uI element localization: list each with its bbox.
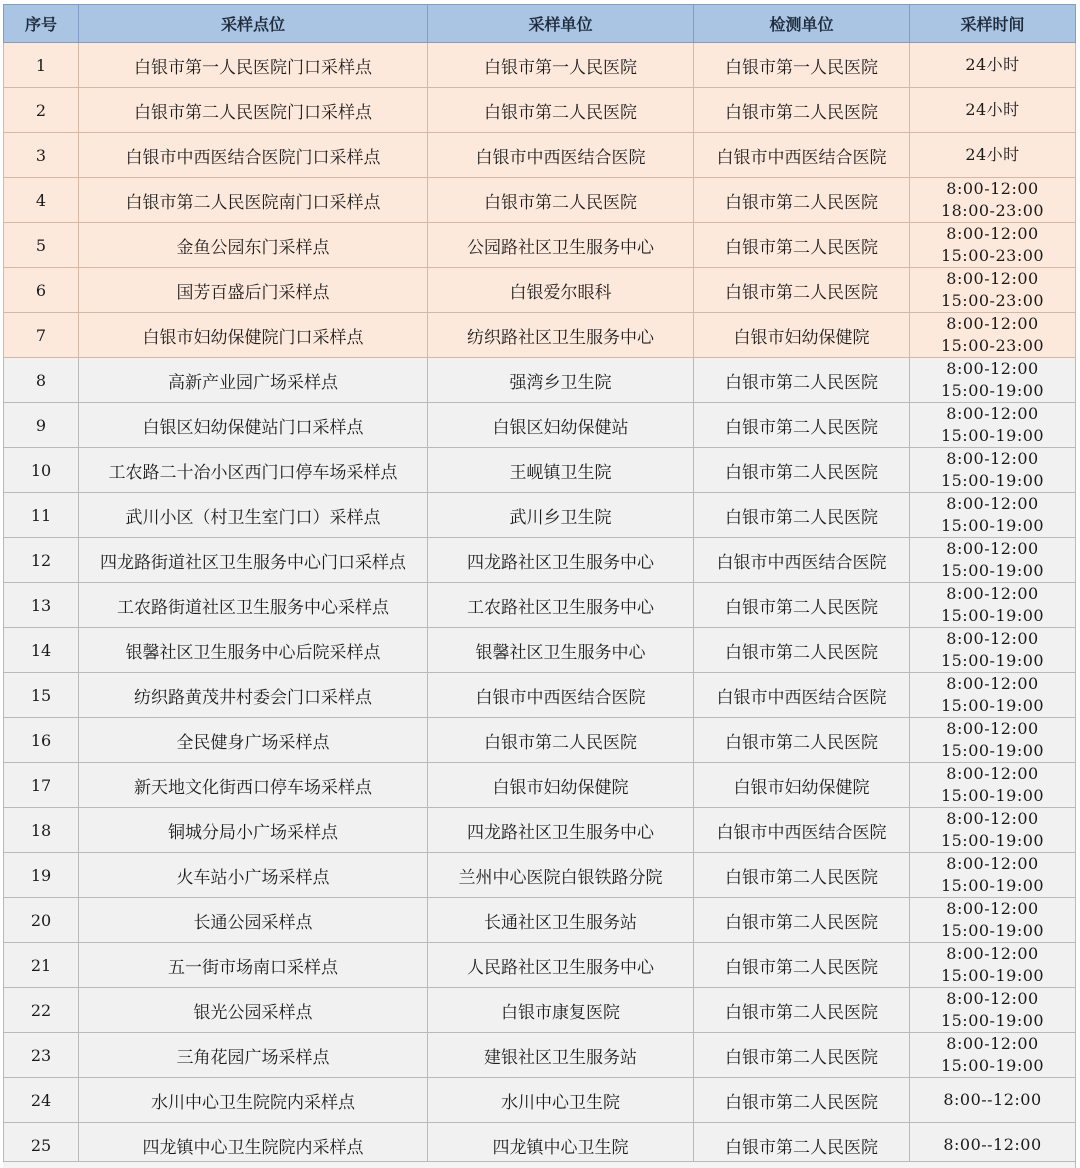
cell-site: 新天地文化街西口停车场采样点 [79,763,428,808]
time-line-1: 8:00--12:00 [943,1135,1042,1154]
time-line-2: 15:00-19:00 [940,561,1045,580]
cell-sampling-unit: 白银市第二人民医院 [428,718,694,763]
cell-sampling-unit: 公园路社区卫生服务中心 [428,223,694,268]
cell-site: 铜城分局小广场采样点 [79,808,428,853]
cell-site: 火车站小广场采样点 [79,853,428,898]
cell-site: 白银市妇幼保健院门口采样点 [79,313,428,358]
table-row [4,43,1076,88]
time-line-1: 8:00-12:00 [946,1034,1039,1053]
cell-index: 3 [4,133,79,178]
cell-testing-unit: 白银市第二人民医院 [694,988,910,1033]
cell-site: 五一街市场南口采样点 [79,943,428,988]
cell-sampling-time [910,853,1076,898]
cell-site: 白银市第二人民医院门口采样点 [79,88,428,133]
cell-site: 武川小区（村卫生室门口）采样点 [79,493,428,538]
cell-index: 16 [4,718,79,763]
cell-site: 长通公园采样点 [79,898,428,943]
table-row [4,1078,1076,1123]
time-line-1: 8:00-12:00 [946,224,1039,243]
cell-index: 20 [4,898,79,943]
cell-testing-unit: 白银市第二人民医院 [694,178,910,223]
time-line-2: 15:00-19:00 [940,921,1045,940]
cell-sampling-time [910,88,1076,133]
time-line-1: 8:00-12:00 [946,494,1039,513]
cell-site: 全民健身广场采样点 [79,718,428,763]
cell-sampling-unit: 长通社区卫生服务站 [428,898,694,943]
table-row [4,763,1076,808]
time-line-2: 15:00-19:00 [940,741,1045,760]
time-line-1: 24小时 [965,55,1020,74]
cell-sampling-time [910,133,1076,178]
cell-testing-unit: 白银市妇幼保健院 [694,313,910,358]
header-sampling-unit: 采样单位 [428,5,694,43]
header-site: 采样点位 [79,5,428,43]
cell-sampling-time [910,808,1076,853]
cell-sampling-unit: 四龙路社区卫生服务中心 [428,538,694,583]
cell-index: 22 [4,988,79,1033]
table-row [4,583,1076,628]
time-line-2: 15:00-19:00 [940,516,1045,535]
cell-index: 1 [4,43,79,88]
cell-testing-unit: 白银市中西医结合医院 [694,538,910,583]
table-row [4,313,1076,358]
table-row [4,88,1076,133]
cell-sampling-time [910,358,1076,403]
cell-sampling-unit: 白银市第二人民医院 [428,178,694,223]
table-row [4,223,1076,268]
table-row [4,943,1076,988]
cell-sampling-unit: 工农路社区卫生服务中心 [428,583,694,628]
cell-testing-unit: 白银市第二人民医院 [694,1078,910,1123]
cell-index: 4 [4,178,79,223]
cell-sampling-time [910,178,1076,223]
cell-sampling-unit: 白银市第二人民医院 [428,88,694,133]
table-row [4,358,1076,403]
time-line-2: 15:00-19:00 [940,606,1045,625]
time-line-1: 8:00-12:00 [946,764,1039,783]
cell-site: 白银市第一人民医院门口采样点 [79,43,428,88]
table-row [4,718,1076,763]
cell-sampling-unit: 白银市中西医结合医院 [428,673,694,718]
table-row [4,178,1076,223]
cell-sampling-time [910,943,1076,988]
time-line-1: 8:00-12:00 [946,809,1039,828]
cell-sampling-unit: 白银市第一人民医院 [428,43,694,88]
time-line-1: 8:00-12:00 [946,269,1039,288]
time-line-1: 8:00-12:00 [946,539,1039,558]
cell-testing-unit: 白银市第二人民医院 [694,358,910,403]
cell-sampling-time [910,628,1076,673]
cell-sampling-unit: 王岘镇卫生院 [428,448,694,493]
time-line-1: 8:00-12:00 [946,314,1039,333]
header-index: 序号 [4,5,79,43]
cell-sampling-unit: 强湾乡卫生院 [428,358,694,403]
time-line-1: 8:00-12:00 [946,719,1039,738]
cell-index: 24 [4,1078,79,1123]
cell-sampling-time [910,988,1076,1033]
cell-sampling-time [910,223,1076,268]
header-sampling-time: 采样时间 [910,5,1076,43]
time-line-2: 15:00-23:00 [940,291,1045,310]
cell-index: 9 [4,403,79,448]
time-line-2: 15:00-19:00 [940,1056,1045,1075]
table-row [4,853,1076,898]
cell-index: 11 [4,493,79,538]
time-line-1: 8:00-12:00 [946,584,1039,603]
cell-site: 国芳百盛后门采样点 [79,268,428,313]
table-row [4,898,1076,943]
table-row [4,133,1076,178]
cell-testing-unit: 白银市第二人民医院 [694,88,910,133]
cell-index: 18 [4,808,79,853]
cell-site: 金鱼公园东门采样点 [79,223,428,268]
cell-sampling-unit: 武川乡卫生院 [428,493,694,538]
cell-index: 17 [4,763,79,808]
cell-site: 四龙镇中心卫生院院内采样点 [79,1123,428,1168]
cell-site: 工农路街道社区卫生服务中心采样点 [79,583,428,628]
time-line-1: 8:00-12:00 [946,854,1039,873]
cell-index: 13 [4,583,79,628]
cell-sampling-unit: 白银区妇幼保健站 [428,403,694,448]
cell-index: 8 [4,358,79,403]
cell-testing-unit: 白银市第二人民医院 [694,898,910,943]
table-row [4,268,1076,313]
table-row [4,808,1076,853]
time-line-1: 8:00-12:00 [946,449,1039,468]
table-row [4,493,1076,538]
cell-sampling-unit: 纺织路社区卫生服务中心 [428,313,694,358]
cell-index: 7 [4,313,79,358]
cell-sampling-time [910,43,1076,88]
time-line-1: 8:00-12:00 [946,359,1039,378]
cell-testing-unit: 白银市第二人民医院 [694,493,910,538]
cell-site: 白银市第二人民医院南门口采样点 [79,178,428,223]
cell-testing-unit: 白银市中西医结合医院 [694,808,910,853]
time-line-2: 15:00-19:00 [940,876,1045,895]
cell-sampling-unit: 白银爱尔眼科 [428,268,694,313]
cell-testing-unit: 白银市第二人民医院 [694,583,910,628]
time-line-1: 8:00-12:00 [946,944,1039,963]
cell-testing-unit: 白银市中西医结合医院 [694,673,910,718]
table-row [4,988,1076,1033]
time-line-1: 8:00-12:00 [946,674,1039,693]
cell-index: 21 [4,943,79,988]
cell-sampling-time [910,493,1076,538]
cell-testing-unit: 白银市第二人民医院 [694,718,910,763]
cell-testing-unit: 白银市中西医结合医院 [694,133,910,178]
table-row [4,448,1076,493]
table-row [4,538,1076,583]
cell-site: 水川中心卫生院院内采样点 [79,1078,428,1123]
cell-sampling-unit: 水川中心卫生院 [428,1078,694,1123]
cell-testing-unit: 白银市妇幼保健院 [694,763,910,808]
cell-site: 纺织路黄茂井村委会门口采样点 [79,673,428,718]
time-line-2: 15:00-19:00 [940,831,1045,850]
cell-site: 高新产业园广场采样点 [79,358,428,403]
table-body [4,43,1076,1168]
cell-index: 12 [4,538,79,583]
cell-site: 三角花园广场采样点 [79,1033,428,1078]
cell-testing-unit: 白银市第二人民医院 [694,268,910,313]
cell-testing-unit: 白银市第二人民医院 [694,223,910,268]
time-line-2: 15:00-19:00 [940,471,1045,490]
cell-sampling-time [910,403,1076,448]
time-line-1: 24小时 [965,145,1020,164]
cell-sampling-time [910,448,1076,493]
time-line-2: 15:00-19:00 [940,426,1045,445]
time-line-2: 15:00-19:00 [940,1011,1045,1030]
time-line-2: 15:00-19:00 [940,966,1045,985]
cell-testing-unit: 白银市第二人民医院 [694,628,910,673]
cell-sampling-unit: 人民路社区卫生服务中心 [428,943,694,988]
time-line-1: 8:00-12:00 [946,899,1039,918]
cell-sampling-unit: 白银市中西医结合医院 [428,133,694,178]
time-line-2: 15:00-19:00 [940,651,1045,670]
cell-site: 白银区妇幼保健站门口采样点 [79,403,428,448]
cell-sampling-time [910,1078,1076,1123]
cell-index: 10 [4,448,79,493]
table-row [4,1033,1076,1078]
time-line-1: 8:00-12:00 [946,404,1039,423]
cell-testing-unit: 白银市第二人民医院 [694,403,910,448]
cell-site: 四龙路街道社区卫生服务中心门口采样点 [79,538,428,583]
cell-sampling-unit: 兰州中心医院白银铁路分院 [428,853,694,898]
cell-sampling-time [910,1033,1076,1078]
cell-site: 工农路二十冶小区西门口停车场采样点 [79,448,428,493]
time-line-2: 15:00-19:00 [940,696,1045,715]
cell-index: 19 [4,853,79,898]
cell-index: 2 [4,88,79,133]
cell-sampling-unit: 白银市妇幼保健院 [428,763,694,808]
cell-sampling-time [910,673,1076,718]
cell-sampling-unit: 四龙镇中心卫生院 [428,1123,694,1168]
time-line-1: 8:00-12:00 [946,629,1039,648]
cell-testing-unit: 白银市第二人民医院 [694,853,910,898]
time-line-1: 8:00-12:00 [946,179,1039,198]
time-line-1: 24小时 [965,100,1020,119]
time-line-2: 18:00-23:00 [940,201,1045,220]
cell-sampling-unit: 四龙路社区卫生服务中心 [428,808,694,853]
cell-sampling-unit: 白银市康复医院 [428,988,694,1033]
cell-sampling-unit: 建银社区卫生服务站 [428,1033,694,1078]
table-row [4,403,1076,448]
cell-sampling-time [910,538,1076,583]
time-line-2: 15:00-19:00 [940,786,1045,805]
cell-testing-unit: 白银市第二人民医院 [694,943,910,988]
cell-sampling-unit: 银馨社区卫生服务中心 [428,628,694,673]
cell-index: 6 [4,268,79,313]
cell-sampling-time [910,763,1076,808]
cell-testing-unit: 白银市第一人民医院 [694,43,910,88]
cell-site: 银馨社区卫生服务中心后院采样点 [79,628,428,673]
cell-sampling-time [910,268,1076,313]
cell-testing-unit: 白银市第二人民医院 [694,1033,910,1078]
cell-sampling-time [910,583,1076,628]
table-row [4,673,1076,718]
sampling-sites-table [3,4,1076,1168]
cell-site: 白银市中西医结合医院门口采样点 [79,133,428,178]
cell-sampling-time [910,718,1076,763]
header-testing-unit: 检测单位 [694,5,910,43]
time-line-2: 15:00-19:00 [940,381,1045,400]
time-line-2: 15:00-23:00 [940,336,1045,355]
time-line-2: 15:00-23:00 [940,246,1045,265]
cell-sampling-time [910,898,1076,943]
table-row [4,628,1076,673]
cell-index: 23 [4,1033,79,1078]
cell-index: 15 [4,673,79,718]
cell-testing-unit: 白银市第二人民医院 [694,448,910,493]
cell-testing-unit: 白银市第二人民医院 [694,1123,910,1168]
time-line-1: 8:00--12:00 [943,1090,1042,1109]
cell-site: 银光公园采样点 [79,988,428,1033]
cell-index: 14 [4,628,79,673]
time-line-1: 8:00-12:00 [946,989,1039,1008]
cell-sampling-time [910,313,1076,358]
cell-index: 5 [4,223,79,268]
table-header-row [4,5,1076,43]
cell-index: 25 [4,1123,79,1168]
